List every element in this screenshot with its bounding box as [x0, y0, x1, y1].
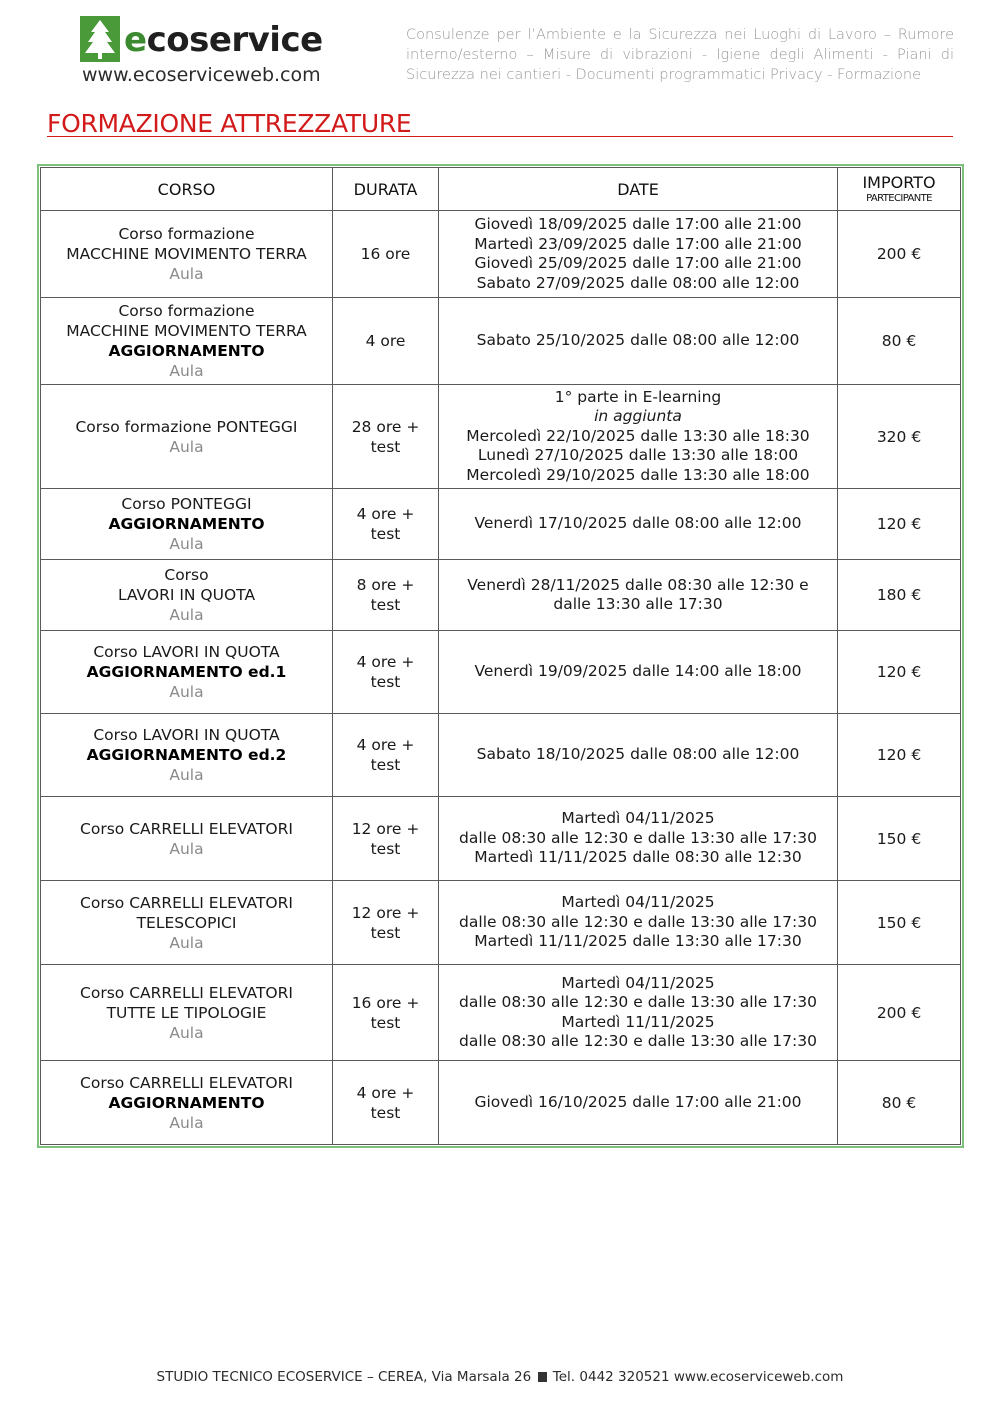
course-name-line: LAVORI IN QUOTA: [117, 586, 256, 604]
course-mode: Aula: [169, 1113, 204, 1132]
date-line: Sabato 18/10/2025 dalle 08:00 alle 12:00: [476, 745, 800, 764]
duration-line: test: [370, 923, 401, 942]
cell-importo: 120 €: [838, 631, 961, 714]
logo-word-rest: coservice: [146, 20, 323, 60]
logo-wordmark: [124, 20, 323, 60]
company-tagline: Consulenze per l’Ambiente e la Sicurezza nei Luoghi di Lavoro – Rumore interno/esterno – Misure di vibrazioni - Igiene degli Alimenti - Piani di Sicurezza nei cantieri - Documenti programmatici Privacy - Formazione: [406, 27, 954, 83]
cell-durata: [333, 881, 439, 965]
course-name-line: Corso formazione: [118, 225, 255, 243]
footer-address: STUDIO TECNICO ECOSERVICE – CEREA, Via Marsala 26: [156, 1369, 532, 1385]
cell-corso: [41, 631, 333, 714]
date-line: dalle 08:30 alle 12:30 e dalle 13:30 alle 17:30: [459, 1032, 817, 1050]
date-line: Venerdì 17/10/2025 dalle 08:00 alle 12:00: [474, 514, 802, 533]
cell-date: [439, 298, 838, 385]
cell-corso: [41, 797, 333, 881]
logo-word-accent: e: [124, 20, 147, 60]
date-line: in aggiunta: [594, 407, 682, 426]
course-mode: Aula: [169, 933, 204, 952]
cell-durata: [333, 560, 439, 631]
cell-corso: [41, 1061, 333, 1145]
course-name-line: Corso CARRELLI ELEVATORI: [80, 983, 293, 1002]
course-update-label: AGGIORNAMENTO ed.1: [86, 663, 287, 681]
cell-durata: [333, 1061, 439, 1145]
header-date: DATE: [439, 168, 838, 211]
date-line: Giovedì 16/10/2025 dalle 17:00 alle 21:00: [474, 1092, 802, 1111]
fax-icon: [538, 1372, 547, 1382]
title-underline: [47, 136, 953, 137]
duration-line: test: [370, 1103, 401, 1122]
cell-date: [439, 631, 838, 714]
duration-line: 16 ore: [360, 245, 411, 263]
course-name-line: MACCHINE MOVIMENTO TERRA: [66, 245, 307, 263]
cell-date: [439, 211, 838, 298]
course-name-line: Corso CARRELLI ELEVATORI: [80, 1073, 293, 1092]
course-name-line: Corso: [164, 566, 209, 584]
duration-line: test: [370, 839, 401, 858]
course-mode: Aula: [169, 1023, 204, 1042]
cell-corso: [41, 714, 333, 797]
date-line: Giovedì 25/09/2025 dalle 17:00 alle 21:00: [474, 254, 802, 272]
date-line: Martedì 04/11/2025: [561, 809, 715, 828]
cell-importo: 120 €: [838, 714, 961, 797]
cell-durata: [333, 489, 439, 560]
duration-line: 28 ore +: [351, 417, 420, 436]
logo-url: www.ecoserviceweb.com: [82, 64, 321, 86]
cell-corso: [41, 385, 333, 489]
cell-date: [439, 385, 838, 489]
cell-corso: [41, 965, 333, 1061]
cell-importo: 320 €: [838, 385, 961, 489]
table-row: [41, 797, 961, 881]
course-name-line: TELESCOPICI: [136, 913, 237, 932]
cell-date: [439, 965, 838, 1061]
table-row: [41, 489, 961, 560]
table-row: [41, 631, 961, 714]
cell-importo: 200 €: [838, 965, 961, 1061]
date-line: dalle 13:30 alle 17:30: [553, 595, 723, 613]
company-logo: [80, 14, 340, 88]
date-line: Giovedì 18/09/2025 dalle 17:00 alle 21:00: [474, 215, 802, 233]
table-body: [41, 211, 961, 1145]
date-line: Venerdì 19/09/2025 dalle 14:00 alle 18:00: [474, 662, 802, 681]
date-line: Sabato 25/10/2025 dalle 08:00 alle 12:00: [476, 331, 800, 350]
date-line: Martedì 04/11/2025: [561, 973, 715, 992]
duration-line: test: [370, 756, 401, 774]
cell-durata: [333, 211, 439, 298]
cell-durata: [333, 631, 439, 714]
course-name-line: Corso LAVORI IN QUOTA: [93, 726, 280, 744]
cell-importo: 150 €: [838, 797, 961, 881]
cell-date: [439, 560, 838, 631]
course-update-label: AGGIORNAMENTO ed.2: [86, 746, 287, 764]
footer-contact: Tel. 0442 320521 www.ecoserviceweb.com: [552, 1369, 844, 1385]
table-header-row: [41, 168, 961, 211]
duration-line: 4 ore +: [356, 1083, 415, 1102]
duration-line: test: [370, 437, 401, 456]
cell-importo: 80 €: [838, 298, 961, 385]
date-line: 1° parte in E-learning: [554, 387, 722, 406]
table-row: [41, 385, 961, 489]
cell-durata: [333, 385, 439, 489]
course-mode: Aula: [169, 766, 204, 784]
date-line: Martedì 11/11/2025 dalle 08:30 alle 12:30: [474, 848, 802, 867]
date-line: Martedì 04/11/2025: [561, 893, 715, 912]
cell-durata: [333, 714, 439, 797]
course-name-line: Corso formazione PONTEGGI: [75, 417, 298, 436]
cell-date: [439, 1061, 838, 1145]
cell-importo: 80 €: [838, 1061, 961, 1145]
header-importo: [838, 168, 961, 211]
cell-corso: [41, 489, 333, 560]
table-row: [41, 714, 961, 797]
table-row: [41, 1061, 961, 1145]
course-name-line: Corso LAVORI IN QUOTA: [93, 643, 280, 661]
table-row: [41, 298, 961, 385]
page-footer: [0, 1369, 1000, 1385]
cell-corso: [41, 881, 333, 965]
course-update-label: AGGIORNAMENTO: [108, 515, 265, 533]
date-line: Venerdì 28/11/2025 dalle 08:30 alle 12:30 e: [467, 575, 809, 594]
cell-durata: [333, 965, 439, 1061]
cell-durata: [333, 797, 439, 881]
date-line: dalle 08:30 alle 12:30 e dalle 13:30 alle 17:30: [459, 993, 817, 1011]
duration-line: test: [370, 1013, 401, 1032]
duration-line: 4 ore: [365, 332, 406, 350]
cell-date: [439, 489, 838, 560]
duration-line: 4 ore +: [356, 653, 415, 671]
course-mode: Aula: [169, 362, 204, 380]
duration-line: 16 ore +: [351, 993, 420, 1012]
header-durata: DURATA: [333, 168, 439, 211]
duration-line: test: [370, 525, 401, 543]
course-table: [40, 167, 961, 1145]
duration-line: 8 ore +: [356, 576, 415, 594]
duration-line: 4 ore +: [356, 736, 415, 754]
header-corso: CORSO: [41, 168, 333, 211]
header-importo-sub: PARTECIPANTE: [866, 192, 932, 204]
duration-line: test: [370, 596, 401, 614]
table-row: [41, 965, 961, 1061]
cell-corso: [41, 211, 333, 298]
date-line: dalle 08:30 alle 12:30 e dalle 13:30 alle 17:30: [459, 828, 817, 847]
date-line: dalle 08:30 alle 12:30 e dalle 13:30 alle 17:30: [459, 912, 817, 931]
duration-line: 4 ore +: [356, 505, 415, 523]
date-line: Mercoledì 29/10/2025 dalle 13:30 alle 18:00: [466, 465, 810, 484]
cell-date: [439, 881, 838, 965]
table-row: [41, 211, 961, 298]
course-name-line: Corso formazione: [118, 302, 255, 320]
table-row: [41, 881, 961, 965]
course-name-line: Corso CARRELLI ELEVATORI: [80, 893, 293, 912]
course-name-line: MACCHINE MOVIMENTO TERRA: [66, 322, 307, 340]
tree-logo-icon: [80, 16, 120, 62]
table-row: [41, 560, 961, 631]
course-name-line: Corso CARRELLI ELEVATORI: [80, 819, 293, 838]
cell-corso: [41, 560, 333, 631]
cell-corso: [41, 298, 333, 385]
date-line: Lunedì 27/10/2025 dalle 13:30 alle 18:00: [477, 446, 799, 465]
cell-importo: 150 €: [838, 881, 961, 965]
date-line: Mercoledì 22/10/2025 dalle 13:30 alle 18:30: [466, 426, 810, 445]
cell-importo: 180 €: [838, 560, 961, 631]
duration-line: 12 ore +: [351, 903, 420, 922]
cell-importo: 200 €: [838, 211, 961, 298]
course-update-label: AGGIORNAMENTO: [108, 342, 265, 360]
course-mode: Aula: [169, 437, 204, 456]
page-title: FORMAZIONE ATTREZZATURE: [47, 109, 412, 138]
date-line: Martedì 23/09/2025 dalle 17:00 alle 21:00: [474, 234, 802, 253]
date-line: Martedì 11/11/2025: [561, 1012, 715, 1031]
course-mode: Aula: [169, 606, 204, 624]
course-mode: Aula: [169, 839, 204, 858]
course-name-line: TUTTE LE TIPOLOGIE: [106, 1003, 267, 1022]
header-importo-label: IMPORTO: [862, 172, 936, 192]
duration-line: 12 ore +: [351, 819, 420, 838]
cell-date: [439, 797, 838, 881]
course-update-label: AGGIORNAMENTO: [108, 1093, 265, 1112]
date-line: Martedì 11/11/2025 dalle 13:30 alle 17:30: [474, 932, 802, 951]
course-name-line: Corso PONTEGGI: [121, 495, 252, 513]
course-table-frame: [37, 164, 964, 1148]
cell-date: [439, 714, 838, 797]
duration-line: test: [370, 673, 401, 691]
date-line: Sabato 27/09/2025 dalle 08:00 alle 12:00: [476, 273, 800, 292]
cell-durata: [333, 298, 439, 385]
course-mode: Aula: [169, 265, 204, 283]
course-mode: Aula: [169, 535, 204, 553]
cell-importo: 120 €: [838, 489, 961, 560]
course-mode: Aula: [169, 683, 204, 701]
